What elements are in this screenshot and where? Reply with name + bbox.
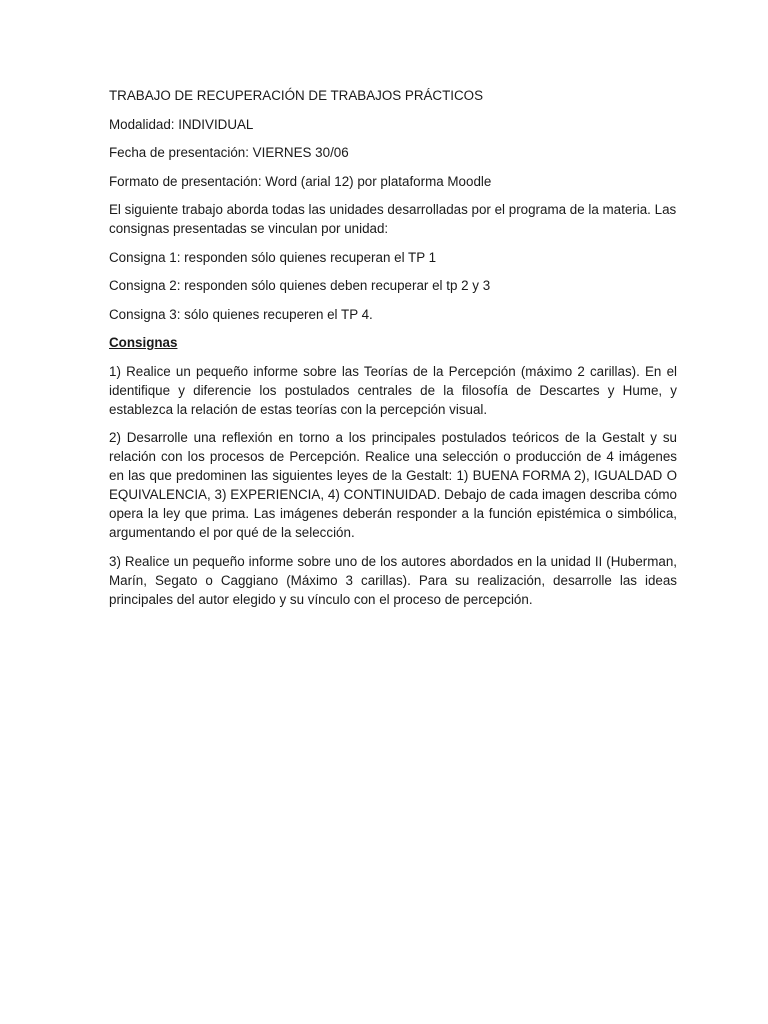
presentation-format: Formato de presentación: Word (arial 12) por plataforma Moodle (109, 173, 492, 189)
section-heading: Consignas (109, 335, 178, 350)
intro-paragraph: El siguiente trabajo aborda todas las unidades desarrolladas por el programa de la materia. Las consignas presentadas se vinculan por unidad: (109, 202, 677, 236)
document-body (109, 86, 677, 618)
assignment-line-1: Consigna 1: responden sólo quienes recuperan el TP 1 (109, 249, 437, 265)
document-title: TRABAJO DE RECUPERACIÓN DE TRABAJOS PRÁCTICOS (109, 88, 484, 103)
presentation-date: Fecha de presentación: VIERNES 30/06 (109, 145, 349, 160)
task-1: 1) Realice un pequeño informe sobre las Teorías de la Percepción (máximo 2 carillas). En el identifique y diferencie los postulados centrales de la filosofía de Descartes y Hume, y establezca la relación de estas teorías con la percepción visual. (109, 363, 677, 417)
assignment-line-3: Consigna 3: sólo quienes recuperen el TP 4. (109, 306, 373, 322)
assignment-line-2: Consigna 2: responden sólo quienes deben recuperar el tp 2 y 3 (109, 278, 491, 293)
task-3: 3) Realice un pequeño informe sobre uno de los autores abordados en la unidad II (Huberman, Marín, Segato o Caggiano (Máximo 3 carillas). Para su realización, desarrolle las ideas principales del autor elegido y su vínculo con el proceso de percepción. (109, 553, 677, 607)
modality-line: Modalidad: INDIVIDUAL (109, 116, 254, 132)
task-2: 2) Desarrolle una reflexión en torno a los principales postulados teóricos de la Gestalt y su relación con los procesos de Percepción. Realice una selección o producción de 4 imágenes en las que predominen las siguientes leyes de la Gestalt: 1) BUENA FORMA 2), IGUALDAD O EQUIVALENCIA, 3) EXPERIENCIA, 4) CONTINUIDAD. Debajo de cada imagen describa cómo opera la ley que prima. Las imágenes deberán responder a la función epistémica o simbólica, argumentando el por qué de la selección. (109, 430, 677, 540)
